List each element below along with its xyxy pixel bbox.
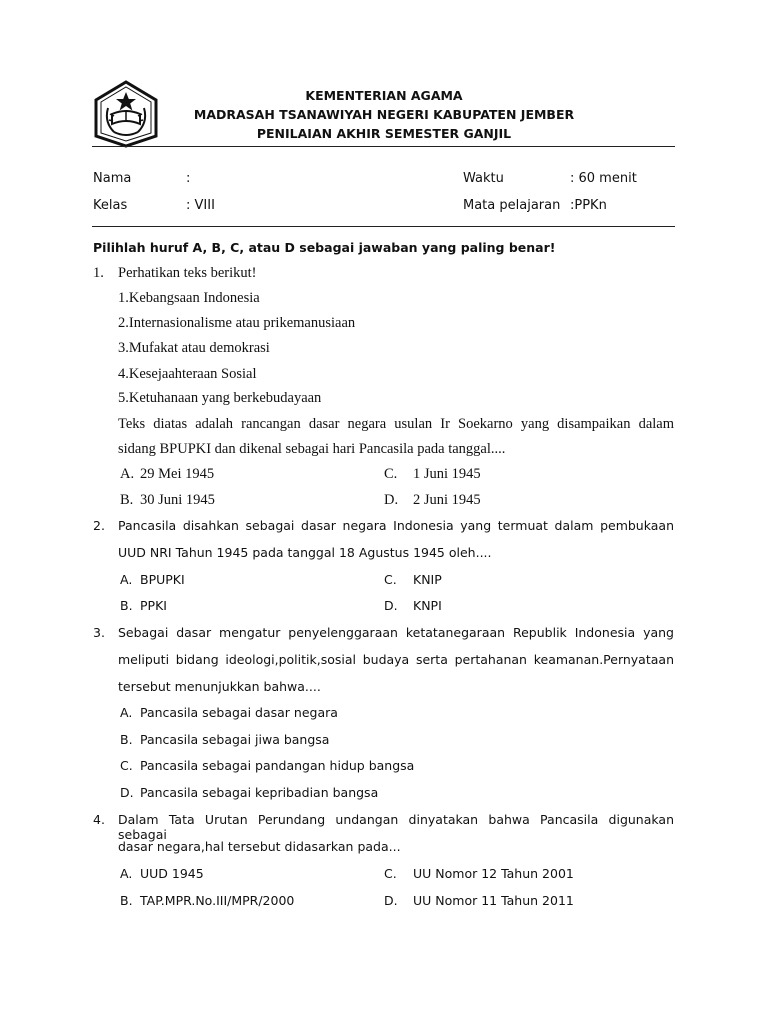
q4-option-a-text: UUD 1945	[140, 866, 204, 881]
q3-line: tersebut menunjukkan bahwa....	[118, 679, 321, 694]
q3-option-d-text: Pancasila sebagai kepribadian bangsa	[140, 785, 379, 800]
kelas-label: Kelas	[93, 198, 128, 213]
q3-option-b-text: Pancasila sebagai jiwa bangsa	[140, 732, 330, 747]
q1-list-item: 1.Kebangsaan Indonesia	[118, 290, 260, 306]
header-school: MADRASAH TSANAWIYAH NEGERI KABUPATEN JEMBER	[193, 107, 575, 122]
q1-list-item: 5.Ketuhanaan yang berkebudayaan	[118, 390, 322, 406]
q4-option-c-text: UU Nomor 12 Tahun 2001	[413, 866, 574, 881]
q1-list-item: 2.Internasionalisme atau prikemanusiaan	[118, 315, 356, 331]
q4-option-b-text: TAP.MPR.No.III/MPR/2000	[140, 893, 295, 908]
q4-line: dasar negara,hal tersebut didasarkan pada...	[118, 839, 401, 854]
q4-line: Dalam Tata Urutan Perundang undangan dinyatakan bahwa Pancasila digunakan sebagai	[118, 812, 674, 842]
q2-option-d-text: KNPI	[413, 598, 442, 613]
q1-option-b-text: 30 Juni 1945	[140, 492, 215, 508]
document-header	[160, 86, 608, 143]
q3-line: meliputi bidang ideologi,politik,sosial budaya serta pertahanan keamanan.Pernyataan	[118, 652, 674, 667]
header-divider	[92, 146, 675, 147]
q1-option-c-letter: C.	[384, 466, 398, 482]
q1-option-a-letter: A.	[120, 466, 135, 482]
nama-label: Nama	[93, 171, 132, 186]
q3-option-d-letter: D.	[120, 785, 134, 800]
q1-text-line: sidang BPUPKI dan dikenal sebagai hari Pancasila pada tanggal....	[118, 441, 506, 457]
q1-option-d-text: 2 Juni 1945	[413, 492, 481, 508]
q1-number: 1.	[93, 265, 104, 281]
q1-option-a-text: 29 Mei 1945	[140, 466, 215, 482]
q3-number: 3.	[93, 625, 105, 640]
nama-value: :	[186, 171, 191, 186]
q3-option-c-text: Pancasila sebagai pandangan hidup bangsa	[140, 758, 415, 773]
q2-line: Pancasila disahkan sebagai dasar negara Indonesia yang termuat dalam pembukaan	[118, 518, 674, 533]
mapel-value: :PPKn	[570, 198, 607, 213]
q3-option-c-letter: C.	[120, 758, 133, 773]
q1-text-line: Teks diatas adalah rancangan dasar negara usulan Ir Soekarno yang disampaikan dalam	[118, 416, 674, 432]
mapel-label: Mata pelajaran	[463, 198, 561, 213]
header-ministry: KEMENTERIAN AGAMA	[305, 88, 463, 103]
q2-option-a-text: BPUPKI	[140, 572, 185, 587]
q1-list-item: 3.Mufakat atau demokrasi	[118, 340, 270, 356]
q4-option-d-letter: D.	[384, 893, 398, 908]
header-exam-title: PENILAIAN AKHIR SEMESTER GANJIL	[256, 126, 512, 141]
instruction-text: Pilihlah huruf A, B, C, atau D sebagai jawaban yang paling benar!	[93, 240, 556, 255]
q3-line: Sebagai dasar mengatur penyelenggaraan ketatanegaraan Republik Indonesia yang	[118, 625, 674, 640]
info-divider	[92, 226, 675, 227]
q2-option-b-letter: B.	[120, 598, 133, 613]
kemenag-logo-icon	[90, 78, 162, 150]
q3-option-a-text: Pancasila sebagai dasar negara	[140, 705, 338, 720]
q4-option-d-text: UU Nomor 11 Tahun 2011	[413, 893, 574, 908]
q2-option-d-letter: D.	[384, 598, 398, 613]
q1-list-item: 4.Kesejaahteraan Sosial	[118, 366, 257, 382]
q2-option-a-letter: A.	[120, 572, 133, 587]
q2-number: 2.	[93, 518, 105, 533]
q2-option-c-text: KNIP	[413, 572, 442, 587]
q4-option-b-letter: B.	[120, 893, 133, 908]
waktu-label: Waktu	[463, 171, 504, 186]
q2-option-b-text: PPKI	[140, 598, 167, 613]
q3-option-a-letter: A.	[120, 705, 133, 720]
waktu-value: : 60 menit	[570, 171, 637, 186]
q3-option-b-letter: B.	[120, 732, 133, 747]
q2-line: UUD NRI Tahun 1945 pada tanggal 18 Agustus 1945 oleh....	[118, 545, 492, 560]
q4-option-a-letter: A.	[120, 866, 133, 881]
q4-option-c-letter: C.	[384, 866, 397, 881]
q2-option-c-letter: C.	[384, 572, 397, 587]
q1-option-c-text: 1 Juni 1945	[413, 466, 481, 482]
q1-option-b-letter: B.	[120, 492, 134, 508]
kelas-value: : VIII	[186, 198, 215, 213]
q4-number: 4.	[93, 812, 105, 827]
q1-option-d-letter: D.	[384, 492, 399, 508]
q1-line: Perhatikan teks berikut!	[118, 265, 257, 281]
